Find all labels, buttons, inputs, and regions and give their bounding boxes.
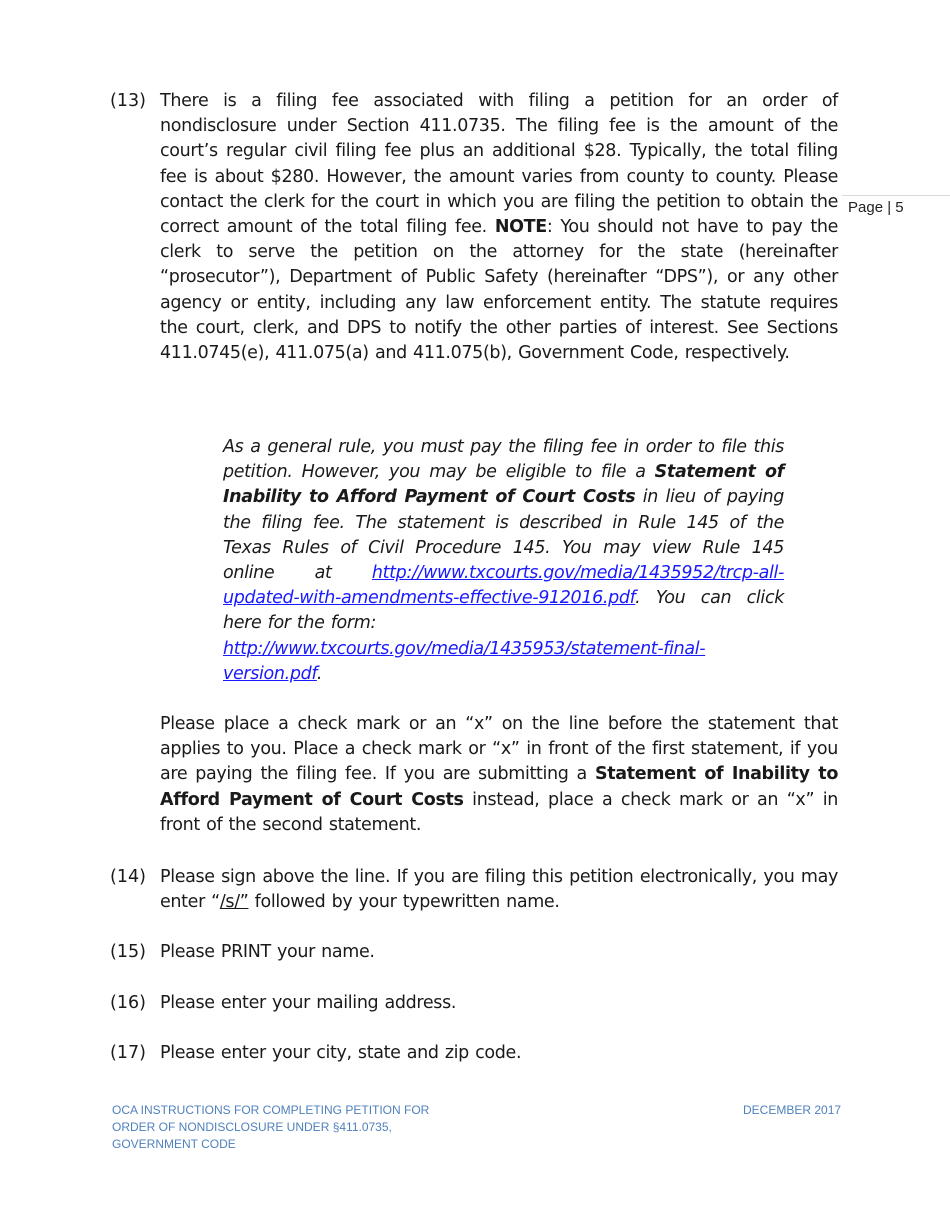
filing-fee-note: As a general rule, you must pay the filing fee in order to file this petition. However, you may be eligible to file a Statement of Inability to Afford Payment of Court Costs in lieu of paying the filing fee. The statement is described in Rule 145 of the Texas Rules of Civil Procedure 145. You may view Rule 145 online at http://www.txcourts.gov/media/1435952/trcp-all-updated-with-amendments-effective-912016.pdf. You can click here for the form: http://www.txcourts.gov/media/1435953/statement-final-version.pdf. — [223, 437, 784, 684]
instruction-item-17 — [110, 1041, 838, 1066]
item-text: Please enter your city, state and zip code. — [160, 1043, 522, 1063]
item-text: There is a filing fee associated with filing a petition for an order of nondisclosure under Section 411.0735. The filing fee is the amount of the court’s regular civil filing fee plus an additional $28. Typically, the total filing fee is about $280. However, the amount varies from county to county. Please contact the clerk for the court in which you are filing the petition to obtain the correct amount of the total filing fee. NOTE: You should not have to pay the clerk to serve the petition on the attorney for the state (hereinafter “prosecutor”), Department of Public Safety (hereinafter “DPS”), or any other agency or entity, including any law enforcement entity. The statute requires the court, clerk, and DPS to notify the other parties of interest. See Sections 411.0745(e), 411.075(a) and 411.075(b), Government Code, respectively. — [160, 91, 838, 364]
item-number: (15) — [110, 942, 146, 962]
page-number-rule — [842, 195, 950, 196]
statement-title: Statement of Inability to Afford Payment of Court Costs — [160, 764, 838, 810]
item-number: (16) — [110, 993, 146, 1013]
signature-marker: /s/” — [219, 892, 249, 913]
page-number: Page | 5 — [848, 199, 904, 216]
instruction-item-15 — [110, 940, 838, 965]
statement-form-link[interactable]: http://www.txcourts.gov/media/1435953/statement-final-version.pdf — [223, 638, 706, 684]
check-mark-instructions: Please place a check mark or an “x” on the line before the statement that applies to you. Place a check mark or “x” in front of the first statement, if you are paying the filing fee. If you are submitting a Statement of Inability to Afford Payment of Court Costs instead, place a check mark or an “x” in front of the second statement. — [160, 714, 838, 835]
instruction-item-16 — [110, 991, 838, 1016]
item-text: Please enter your mailing address. — [160, 993, 457, 1013]
instruction-item-14 — [110, 865, 838, 915]
item-number: (17) — [110, 1043, 146, 1063]
footer-date: DECEMBER 2017 — [743, 1103, 842, 1117]
item-number: (13) — [110, 91, 146, 111]
statement-title: Statement of Inability to Afford Payment of Court Costs — [223, 462, 784, 508]
item-number: (14) — [110, 867, 146, 887]
note-label: NOTE — [494, 217, 547, 238]
footer-title: OCA INSTRUCTIONS FOR COMPLETING PETITION FOR ORDER OF NONDISCLOSURE UNDER §411.0735, GOVERNMENT CODE — [112, 1103, 430, 1151]
item-text: Please sign above the line. If you are filing this petition electronically, you may enter “/s/” followed by your typewritten name. — [160, 867, 838, 913]
instruction-item-13 — [110, 89, 838, 366]
item-text: Please PRINT your name. — [160, 942, 375, 962]
rule-145-link[interactable]: http://www.txcourts.gov/media/1435952/trcp-all-updated-with-amendments-effective-912016.pdf — [223, 563, 784, 609]
